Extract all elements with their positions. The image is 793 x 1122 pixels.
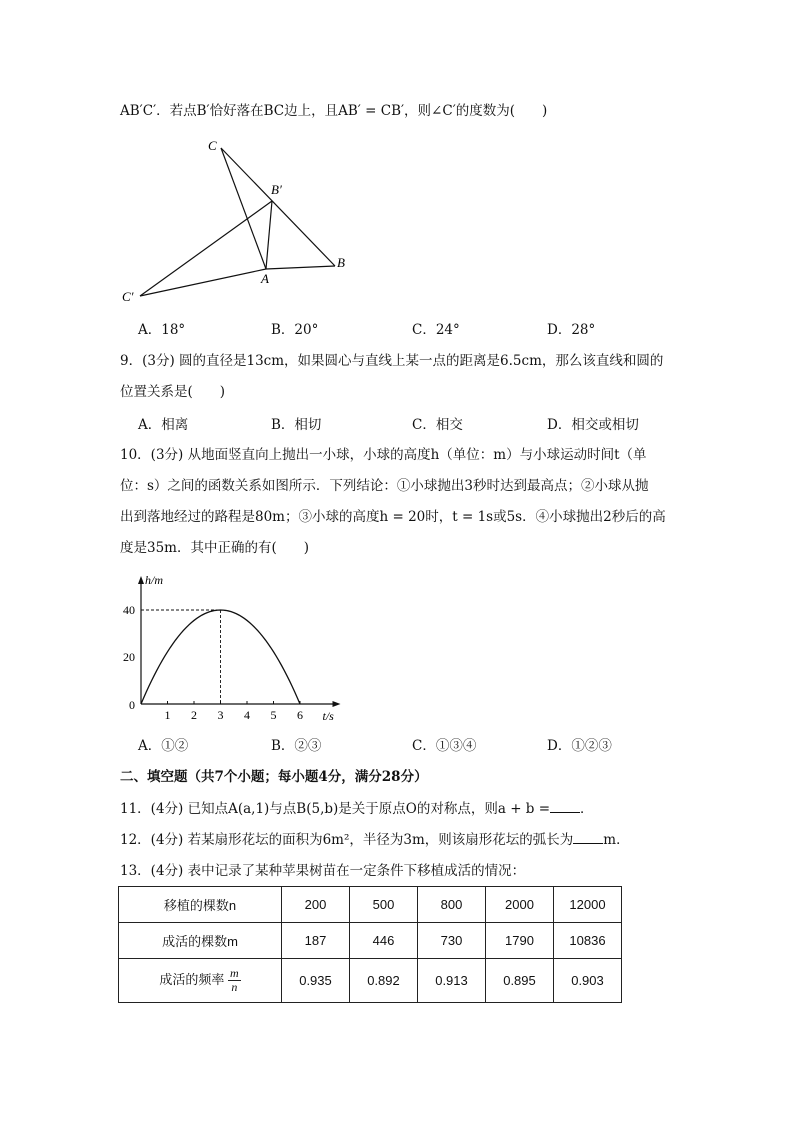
q13-table: [118, 886, 622, 1003]
label-b: B: [337, 255, 345, 270]
label-a: A: [261, 271, 269, 286]
x-tick-label: 1: [164, 708, 171, 722]
label-c: C: [208, 138, 217, 153]
fraction-m-over-n: [228, 967, 241, 994]
segment-a-b: [266, 266, 335, 269]
table-cell: 446: [350, 923, 418, 959]
table-cell: 200: [282, 887, 350, 923]
x-tick-label: 6: [297, 708, 303, 722]
q10-line-3: 出到落地经过的路程是80m；③小球的高度h = 20时，t = 1s或5s．④小球抛出2秒后的高: [120, 509, 666, 525]
q8-option-c[interactable]: C．24°: [412, 322, 460, 338]
segment-c-a: [221, 148, 266, 269]
q8-option-a[interactable]: A．18°: [138, 322, 186, 338]
q9-line-1: 9．(3分) 圆的直径是13cm，如果圆心与直线上某一点的距离是6.5cm，那么该直线和圆的: [120, 353, 664, 369]
q11-stem: 11．(4分) 已知点A(a,1)与点B(5,b)是关于原点O的对称点，则a + b =: [120, 801, 551, 817]
q9-option-a[interactable]: A．相离: [138, 417, 189, 433]
table-cell: 0.913: [418, 959, 486, 1003]
fraction-numerator: m: [229, 966, 239, 980]
section-2-title: 二、填空题（共7个小题；每小题4分，满分28分）: [120, 769, 428, 785]
q10-option-b[interactable]: B．②③: [271, 738, 322, 754]
y-axis-arrow: [138, 576, 144, 584]
table-cell: 1790: [486, 923, 554, 959]
q8-stem-tail: AB′C′．若点B′恰好落在BC边上，且AB′ = CB′，则∠C′的度数为( ): [120, 103, 548, 119]
table-cell: 2000: [486, 887, 554, 923]
segment-a-bprime: [266, 201, 272, 269]
q10-line-1: 10．(3分) 从地面竖直向上抛出一小球，小球的高度h（单位：m）与小球运动时间t（单: [120, 447, 647, 463]
q10-height-time-chart: [118, 570, 348, 728]
table-cell: 800: [418, 887, 486, 923]
table-cell: 10836: [554, 923, 622, 959]
table-cell: 0.895: [486, 959, 554, 1003]
table-row: [119, 959, 622, 1003]
row-label: [119, 959, 282, 1003]
table-cell: 500: [350, 887, 418, 923]
q10-option-c[interactable]: C．①③④: [412, 738, 477, 754]
q10-option-a[interactable]: A．①②: [138, 738, 189, 754]
q12-end: m．: [603, 832, 630, 848]
q12-answer-blank[interactable]: [573, 831, 603, 844]
q9-line-2: 位置关系是( ): [120, 384, 226, 400]
x-axis-arrow: [333, 701, 341, 707]
q10-line-4: 度是35m．其中正确的有( ): [120, 540, 310, 556]
table-cell: 0.935: [282, 959, 350, 1003]
table-cell: 12000: [554, 887, 622, 923]
table-row: [119, 887, 622, 923]
q11: [120, 800, 594, 818]
table-cell: 187: [282, 923, 350, 959]
y-tick-label: 40: [123, 603, 135, 617]
q12-stem: 12．(4分) 若某扇形花坛的面积为6m²，半径为3m，则该扇形花坛的弧长为: [120, 832, 574, 848]
q9-option-d[interactable]: D．相交或相切: [547, 417, 639, 433]
x-tick-label: 2: [191, 708, 197, 722]
x-axis-label: t/s: [322, 709, 334, 723]
row-label-text: 成活的频率: [159, 971, 225, 987]
q11-answer-blank[interactable]: [550, 800, 580, 813]
q8-option-d[interactable]: D．28°: [547, 322, 596, 338]
q13-stem: 13．(4分) 表中记录了某种苹果树苗在一定条件下移植成活的情况：: [120, 863, 526, 879]
row-label: 成活的棵数m: [119, 923, 282, 959]
row-label: 移植的棵数n: [119, 887, 282, 923]
table-cell: 0.903: [554, 959, 622, 1003]
label-c-prime: C′: [122, 289, 134, 304]
q11-end: ．: [580, 801, 594, 817]
table-row: [119, 923, 622, 959]
q10-line-2: 位：s）之间的函数关系如图所示．下列结论：①小球抛出3秒时达到最高点；②小球从抛: [120, 478, 649, 494]
q8-triangle-figure: [110, 130, 360, 310]
x-tick-label: 5: [270, 708, 277, 722]
fraction-denominator: n: [231, 980, 238, 994]
label-b-prime: B′: [271, 182, 282, 197]
y-tick-label: 0: [129, 698, 135, 712]
q9-option-b[interactable]: B．相切: [271, 417, 322, 433]
x-tick-label: 3: [217, 708, 224, 722]
y-tick-label: 20: [123, 650, 135, 664]
y-axis-label: h/m: [145, 573, 163, 587]
x-tick-label: 4: [244, 708, 250, 722]
q9-option-c[interactable]: C．相交: [412, 417, 463, 433]
q12: [120, 831, 630, 849]
table-cell: 730: [418, 923, 486, 959]
q8-option-b[interactable]: B．20°: [271, 322, 319, 338]
table-cell: 0.892: [350, 959, 418, 1003]
segment-c-b: [221, 148, 335, 266]
q10-option-d[interactable]: D．①②③: [547, 738, 612, 754]
